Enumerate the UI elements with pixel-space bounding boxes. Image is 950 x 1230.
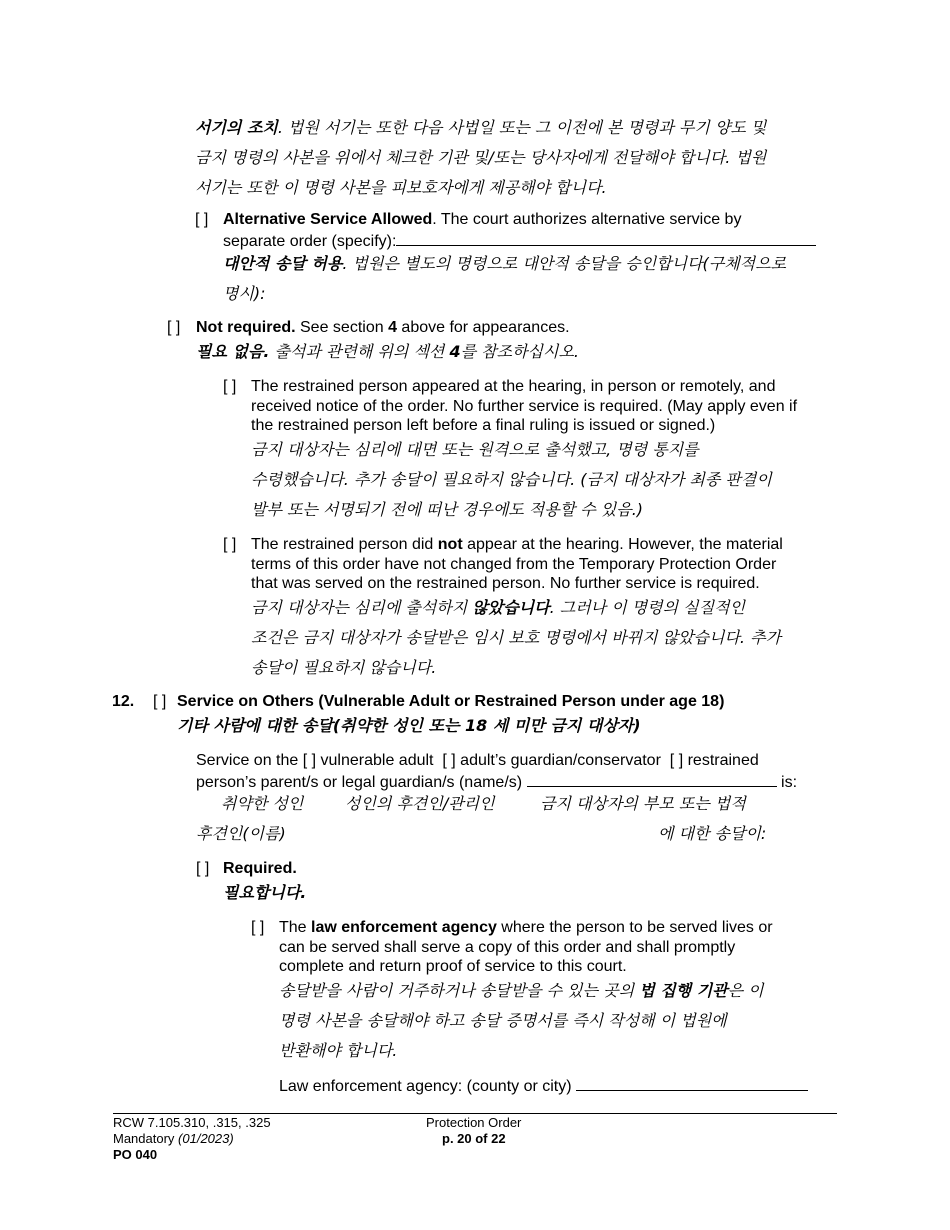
service-ko-opt1: 취약한 성인 xyxy=(221,794,304,813)
not-required-korean: 필요 없음. 출석과 관련해 위의 섹션 4를 참조하십시오. xyxy=(196,342,579,361)
alt-service-title: Alternative Service Allowed xyxy=(223,211,433,228)
clerk-action-paragraph: 서기의 조치. 법원 서기는 또한 다음 사법일 또는 그 이전에 본 명령과 무기 양도 및 금지 명령의 사본을 위에서 체크한 기관 및/또는 당사자에게 전달해야 합니다. 법원 서기는 또한 이 명령 사본을 피보호자에게 제공해야 합니다. xyxy=(195,118,767,197)
not-required-checkbox[interactable]: [ ] xyxy=(167,319,181,336)
guardian-checkbox[interactable]: [ ] xyxy=(442,752,456,769)
section-12-korean-title: 기타 사람에 대한 송달(취약한 성인 또는 18 세 미만 금지 대상자) xyxy=(177,716,641,735)
alt-service-checkbox[interactable]: [ ] xyxy=(195,211,209,228)
page-number: p. 20 of 22 xyxy=(442,1131,506,1146)
section-12-number: 12. xyxy=(112,693,135,710)
service-on-line: Service on the [ ] vulnerable adult [ ] adult’s guardian/conservator [ ] restrained person’s parent/s or legal guardian/s (name/s) is: xyxy=(196,752,798,791)
footer-left: RCW 7.105.310, .315, .325 Mandatory (01/2023) PO 040 xyxy=(113,1115,271,1162)
agency-field[interactable] xyxy=(576,1075,808,1091)
form-number: PO 040 xyxy=(113,1147,158,1162)
service-ko-opt2: 성인의 후견인/관리인 xyxy=(345,794,495,813)
required-checkbox[interactable]: [ ] xyxy=(196,860,210,877)
lea-korean: 송달받을 사람이 거주하거나 송달받을 수 있는 곳의 법 집행 기관은 이 명령 사본을 송달해야 하고 송달 증명서를 즉시 작성해 이 법원에 반환해야 합니다. xyxy=(279,981,764,1060)
section-12-checkbox[interactable]: [ ] xyxy=(153,693,167,710)
not-appeared-checkbox[interactable]: [ ] xyxy=(223,536,237,553)
lea-item: The law enforcement agency where the person to be served lives or can be served shall serve a copy of this order and shall promptly complete and return proof of service to this court. xyxy=(279,919,773,975)
service-ko-opt3: 금지 대상자의 부모 또는 법적 xyxy=(540,794,746,813)
restrained-parent-checkbox[interactable]: [ ] xyxy=(669,752,684,769)
service-ko-is: 에 대한 송달이: xyxy=(658,824,767,843)
required-label: Required. xyxy=(223,860,297,877)
footer-center: Protection Order p. 20 of 22 xyxy=(426,1115,522,1146)
service-ko-name: 후견인(이름) xyxy=(196,824,286,843)
appeared-checkbox[interactable]: [ ] xyxy=(223,378,237,395)
lea-checkbox[interactable]: [ ] xyxy=(251,919,265,936)
appeared-item: The restrained person appeared at the hearing, in person or remotely, and received notice of the order. No further service is required. (May apply even if the restrained person left before a final ruling is issued or signed.) xyxy=(251,378,798,434)
alt-service-item: Alternative Service Allowed. The court authorizes alternative service by separate order (specify): xyxy=(223,210,843,251)
alt-service-specify-field[interactable] xyxy=(396,230,816,246)
not-appeared-item: The restrained person did not appear at the hearing. However, the material terms of this order have not changed from the Temporary Protection Order that was served on the restrained person. No further service is required. xyxy=(251,536,783,592)
parent-names-field[interactable] xyxy=(527,771,777,787)
agency-line: Law enforcement agency: (county or city) xyxy=(279,1075,808,1097)
not-appeared-korean: 금지 대상자는 심리에 출석하지 않았습니다. 그러나 이 명령의 실질적인 조건은 금지 대상자가 송달받은 임시 보호 명령에서 바뀌지 않았습니다. 추가 송달이 필요하지 않습니다. xyxy=(251,598,781,677)
vulnerable-adult-checkbox[interactable]: [ ] xyxy=(302,752,317,769)
alt-service-korean: 대안적 송달 허용. 법원은 별도의 명령으로 대안적 송달을 승인합니다(구체적으로 명시): xyxy=(223,254,787,303)
footer-rule xyxy=(113,1113,837,1114)
appeared-korean: 금지 대상자는 심리에 대면 또는 원격으로 출석했고, 명령 통지를 수령했습니다. 추가 송달이 필요하지 않습니다. (금지 대상자가 최종 판결이 발부 또는 서명되기 전에 떠난 경우에도 적용할 수 있음.) xyxy=(251,440,772,519)
not-required-title: Not required. xyxy=(196,319,296,336)
required-korean: 필요합니다. xyxy=(223,883,307,902)
clerk-action-heading: 서기의 조치 xyxy=(195,118,278,137)
not-required-item: Not required. See section 4 above for appearances. xyxy=(196,319,570,336)
section-12-title: Service on Others (Vulnerable Adult or Restrained Person under age 18) xyxy=(177,693,725,710)
